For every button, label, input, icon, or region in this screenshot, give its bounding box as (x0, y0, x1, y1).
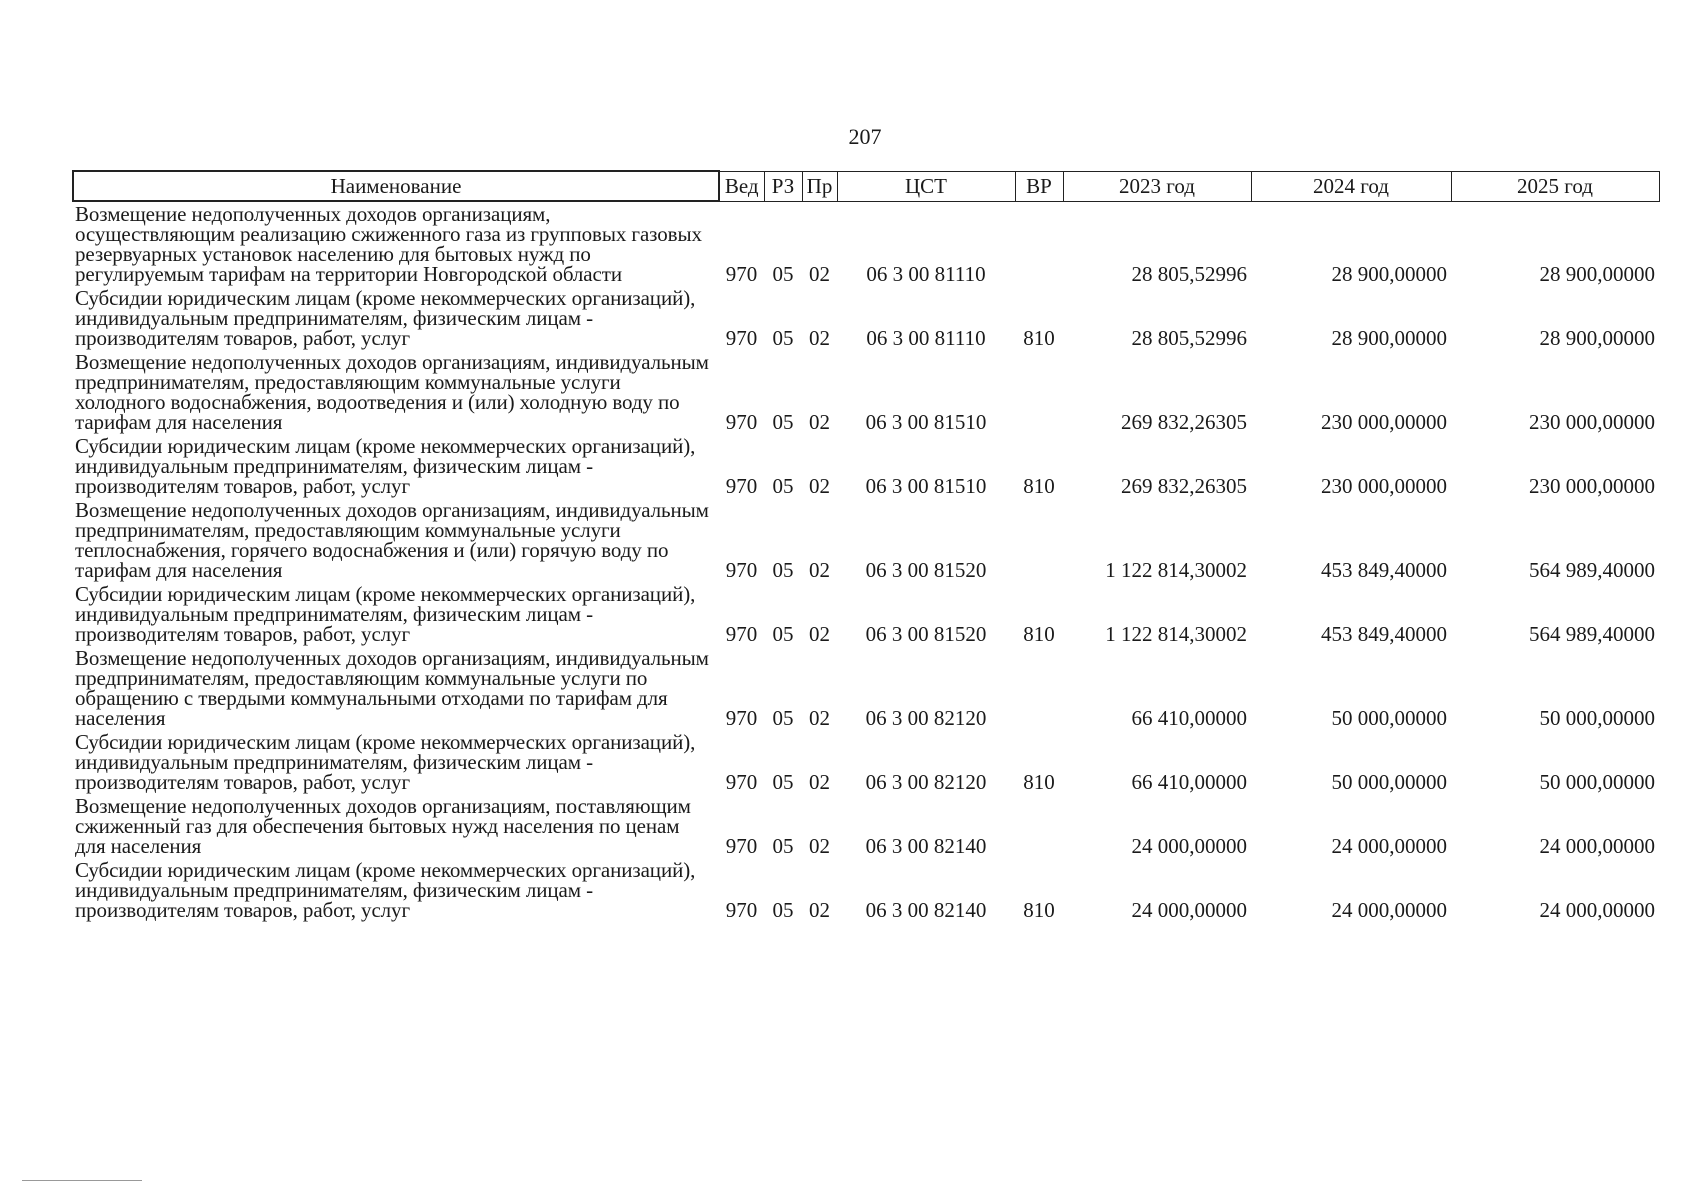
row-ved: 970 (725, 706, 758, 730)
row-amount-2023: 24 000,00000 (1131, 834, 1247, 858)
row-name: Возмещение недополученных доходов организациям, индивидуальным предпринимателям, предоставляющим коммунальные услуги холодного водоснабжения, водоотведения и (или) холодную воду по тарифам для населения (75, 350, 709, 434)
row-name: Субсидии юридическим лицам (кроме некоммерческих организаций), индивидуальным предпринимателям, физическим лицам - производителям товаров, работ, услуг (75, 286, 696, 350)
row-amount-2023: 24 000,00000 (1131, 898, 1247, 922)
table-row (73, 858, 1659, 922)
row-vr (1015, 201, 1063, 286)
header-cst: ЦСТ (837, 171, 1015, 201)
row-amount-2025: 24 000,00000 (1539, 834, 1655, 858)
table-row (73, 350, 1659, 434)
row-amount-2025: 50 000,00000 (1539, 770, 1655, 794)
row-ved: 970 (725, 262, 758, 286)
row-rz: 05 (772, 558, 794, 582)
row-name: Субсидии юридическим лицам (кроме некоммерческих организаций), индивидуальным предпринимателям, физическим лицам - производителям товаров, работ, услуг (75, 582, 696, 646)
row-amount-2023: 1 122 814,30002 (1105, 558, 1247, 582)
row-amount-2023: 66 410,00000 (1131, 770, 1247, 794)
row-pr: 02 (809, 410, 830, 434)
row-vr (1015, 498, 1063, 582)
row-pr: 02 (809, 474, 830, 498)
row-cst: 06 3 00 82140 (865, 898, 987, 922)
header-2024: 2024 год (1251, 171, 1451, 201)
header-name: Наименование (73, 171, 719, 201)
header-vr: ВР (1015, 171, 1063, 201)
row-ved: 970 (725, 622, 758, 646)
row-name: Субсидии юридическим лицам (кроме некоммерческих организаций), индивидуальным предпринимателям, физическим лицам - производителям товаров, работ, услуг (75, 730, 696, 794)
row-ved: 970 (725, 898, 758, 922)
row-pr: 02 (809, 262, 830, 286)
table-row (73, 434, 1659, 498)
row-cst: 06 3 00 82120 (865, 770, 987, 794)
header-pr: Пр (802, 171, 837, 201)
header-2025: 2025 год (1451, 171, 1659, 201)
header-2023: 2023 год (1063, 171, 1251, 201)
row-pr: 02 (809, 558, 830, 582)
row-amount-2023: 28 805,52996 (1131, 262, 1247, 286)
row-vr (1015, 794, 1063, 858)
row-amount-2024: 28 900,00000 (1331, 326, 1447, 350)
row-cst: 06 3 00 81520 (865, 622, 987, 646)
row-cst: 06 3 00 81110 (866, 262, 986, 286)
row-amount-2024: 28 900,00000 (1331, 262, 1447, 286)
row-amount-2025: 230 000,00000 (1529, 410, 1655, 434)
row-ved: 970 (725, 474, 758, 498)
row-name: Субсидии юридическим лицам (кроме некоммерческих организаций), индивидуальным предпринимателям, физическим лицам - производителям товаров, работ, услуг (75, 858, 696, 922)
row-rz: 05 (772, 326, 794, 350)
row-amount-2024: 230 000,00000 (1321, 474, 1447, 498)
page-number: 207 (848, 124, 882, 149)
row-rz: 05 (772, 706, 794, 730)
table-row (73, 794, 1659, 858)
row-vr: 810 (1023, 326, 1055, 350)
row-amount-2023: 269 832,26305 (1121, 410, 1247, 434)
row-vr: 810 (1023, 474, 1055, 498)
table-row (73, 646, 1659, 730)
row-rz: 05 (772, 622, 794, 646)
row-amount-2024: 453 849,40000 (1321, 622, 1447, 646)
row-ved: 970 (725, 326, 758, 350)
row-ved: 970 (725, 770, 758, 794)
table-row (73, 730, 1659, 794)
budget-table (72, 170, 1660, 922)
row-amount-2023: 66 410,00000 (1131, 706, 1247, 730)
row-vr: 810 (1023, 770, 1055, 794)
row-amount-2025: 28 900,00000 (1539, 262, 1655, 286)
header-rz: РЗ (764, 171, 802, 201)
row-ved: 970 (725, 410, 758, 434)
row-vr: 810 (1023, 898, 1055, 922)
row-rz: 05 (772, 474, 794, 498)
row-amount-2025: 50 000,00000 (1539, 706, 1655, 730)
row-cst: 06 3 00 81510 (865, 410, 987, 434)
table-row (73, 498, 1659, 582)
row-amount-2025: 230 000,00000 (1529, 474, 1655, 498)
row-amount-2025: 28 900,00000 (1539, 326, 1655, 350)
row-rz: 05 (772, 262, 794, 286)
row-cst: 06 3 00 81510 (865, 474, 987, 498)
table-row (73, 582, 1659, 646)
row-pr: 02 (809, 326, 830, 350)
budget-table-container (72, 170, 1658, 922)
row-amount-2024: 453 849,40000 (1321, 558, 1447, 582)
row-amount-2024: 50 000,00000 (1331, 770, 1447, 794)
row-vr (1015, 646, 1063, 730)
table-row (73, 286, 1659, 350)
row-pr: 02 (809, 706, 830, 730)
row-amount-2023: 1 122 814,30002 (1105, 622, 1247, 646)
row-name: Возмещение недополученных доходов организациям, индивидуальным предпринимателям, предоставляющим коммунальные услуги по обращению с твердыми коммунальными отходами по тарифам для населения (75, 646, 709, 730)
row-pr: 02 (809, 898, 830, 922)
row-rz: 05 (772, 410, 794, 434)
row-ved: 970 (725, 834, 758, 858)
table-body (73, 201, 1659, 922)
row-pr: 02 (809, 834, 830, 858)
row-cst: 06 3 00 82140 (865, 834, 987, 858)
footer-rule (22, 1180, 142, 1181)
row-amount-2025: 564 989,40000 (1529, 558, 1655, 582)
row-amount-2025: 24 000,00000 (1539, 898, 1655, 922)
row-rz: 05 (772, 898, 794, 922)
table-row (73, 201, 1659, 286)
row-amount-2024: 24 000,00000 (1331, 898, 1447, 922)
row-amount-2024: 230 000,00000 (1321, 410, 1447, 434)
row-cst: 06 3 00 82120 (865, 706, 987, 730)
header-ved: Вед (719, 171, 764, 201)
row-amount-2023: 28 805,52996 (1131, 326, 1247, 350)
row-rz: 05 (772, 834, 794, 858)
row-cst: 06 3 00 81110 (866, 326, 986, 350)
row-ved: 970 (725, 558, 758, 582)
row-amount-2025: 564 989,40000 (1529, 622, 1655, 646)
row-rz: 05 (772, 770, 794, 794)
table-header (73, 171, 1659, 201)
row-pr: 02 (809, 622, 830, 646)
row-cst: 06 3 00 81520 (865, 558, 987, 582)
row-vr: 810 (1023, 622, 1055, 646)
row-amount-2024: 50 000,00000 (1331, 706, 1447, 730)
row-name: Субсидии юридическим лицам (кроме некоммерческих организаций), индивидуальным предпринимателям, физическим лицам - производителям товаров, работ, услуг (75, 434, 696, 498)
row-name: Возмещение недополученных доходов организациям, индивидуальным предпринимателям, предоставляющим коммунальные услуги теплоснабжения, горячего водоснабжения и (или) горячую воду по тарифам для населения (75, 498, 709, 582)
row-name: Возмещение недополученных доходов организациям, осуществляющим реализацию сжиженного газа из групповых газовых резервуарных установок населению для бытовых нужд по регулируемым тарифам на территории Новгородской области (75, 202, 702, 286)
row-name: Возмещение недополученных доходов организациям, поставляющим сжиженный газ для обеспечения бытовых нужд населения по ценам для населения (75, 794, 691, 858)
row-amount-2023: 269 832,26305 (1121, 474, 1247, 498)
row-pr: 02 (809, 770, 830, 794)
row-vr (1015, 350, 1063, 434)
row-amount-2024: 24 000,00000 (1331, 834, 1447, 858)
